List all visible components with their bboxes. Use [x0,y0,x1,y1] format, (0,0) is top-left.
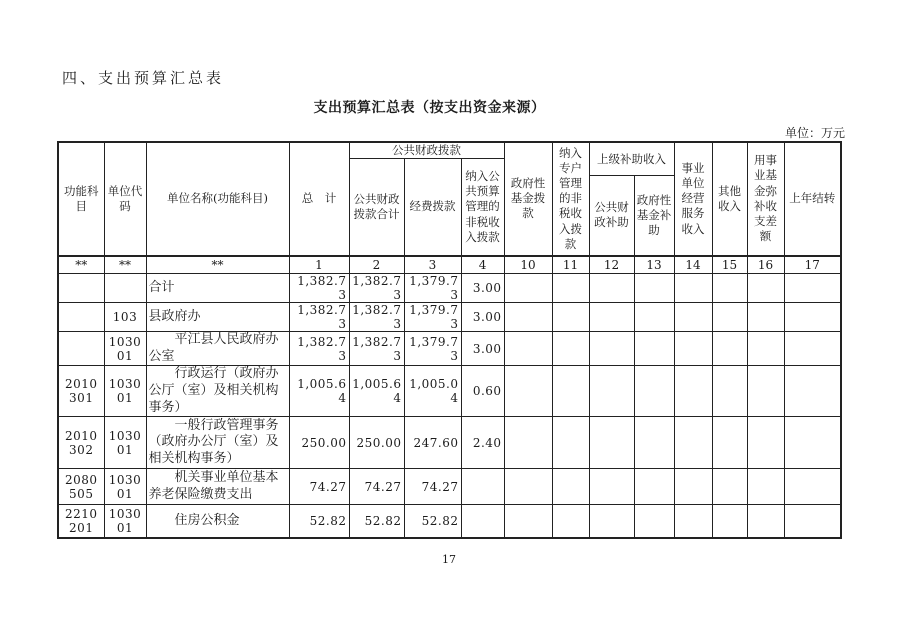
value-cell [504,303,552,332]
value-cell [784,417,841,469]
table-row [58,469,841,505]
value-cell [674,505,712,538]
col-header-unit-code: 单位代码 [104,142,146,256]
value-cell [784,469,841,505]
col-header-carryover: 上年结转 [784,142,841,256]
column-number-cell: ** [58,256,104,274]
unit-name-cell: 平江县人民政府办公室 [146,332,289,366]
column-number-cell: 11 [552,256,589,274]
col-header-nontax: 纳入公共预算管理的非税收入拨款 [461,159,504,256]
column-number-cell: ** [146,256,289,274]
value-cell [589,469,634,505]
column-number-row [58,256,841,274]
func-code-cell: 2080505 [58,469,104,505]
value-cell [552,505,589,538]
value-cell: 1,382.73 [349,303,404,332]
value-cell [674,332,712,366]
value-cell: 3.00 [461,303,504,332]
value-cell [589,505,634,538]
table-row [58,505,841,538]
value-cell [747,366,784,417]
unit-code-cell: 103001 [104,332,146,366]
value-cell [504,505,552,538]
value-cell [634,332,674,366]
unit-code-cell: 103 [104,303,146,332]
value-cell [552,303,589,332]
value-cell [674,417,712,469]
value-cell: 1,379.73 [404,332,461,366]
unit-name-cell: 行政运行（政府办公厅（室）及相关机构事务） [146,366,289,417]
table-body [58,256,841,538]
col-header-gov-fund: 政府性基金拨款 [504,142,552,256]
value-cell [712,505,747,538]
col-header-fee: 经费拨款 [404,159,461,256]
table-row [58,303,841,332]
value-cell [674,366,712,417]
value-cell: 247.60 [404,417,461,469]
column-number-cell: 3 [404,256,461,274]
col-header-total: 总 计 [289,142,349,256]
value-cell: 1,382.73 [349,332,404,366]
value-cell [674,274,712,303]
value-cell [552,332,589,366]
value-cell [461,469,504,505]
value-cell: 1,005.64 [349,366,404,417]
column-number-cell: 16 [747,256,784,274]
page-number: 17 [442,553,456,566]
value-cell [747,303,784,332]
col-header-unit-name: 单位名称(功能科目) [146,142,289,256]
table-row [58,274,841,303]
value-cell [712,469,747,505]
section-heading: 四、支出预算汇总表 [62,69,225,87]
unit-name-cell: 合计 [146,274,289,303]
value-cell [552,366,589,417]
value-cell: 74.27 [349,469,404,505]
column-number-cell: 14 [674,256,712,274]
value-cell: 1,005.64 [289,366,349,417]
value-cell [504,332,552,366]
unit-code-cell: 103001 [104,417,146,469]
value-cell [712,417,747,469]
value-cell [589,303,634,332]
value-cell [674,469,712,505]
unit-code-cell [104,274,146,303]
value-cell [634,366,674,417]
value-cell: 74.27 [404,469,461,505]
value-cell [747,417,784,469]
value-cell [784,303,841,332]
col-header-public-total: 公共财政拨款合计 [349,159,404,256]
value-cell [784,366,841,417]
budget-table [57,141,842,539]
column-number-cell: 2 [349,256,404,274]
value-cell [589,274,634,303]
column-number-cell: 4 [461,256,504,274]
unit-name-cell: 一般行政管理事务（政府办公厅（室）及相关机构事务） [146,417,289,469]
func-code-cell [58,303,104,332]
col-header-func-code: 功能科目 [58,142,104,256]
value-cell: 52.82 [349,505,404,538]
unit-name-cell: 住房公积金 [146,505,289,538]
value-cell: 74.27 [289,469,349,505]
value-cell: 1,005.04 [404,366,461,417]
unit-code-cell: 103001 [104,366,146,417]
value-cell [712,332,747,366]
value-cell [504,469,552,505]
value-cell [589,332,634,366]
value-cell [552,274,589,303]
value-cell [747,332,784,366]
col-header-other-income: 其他收入 [712,142,747,256]
table-row [58,417,841,469]
col-header-special-nontax: 纳入专户管理的非税收入拨款 [552,142,589,256]
header-row-1 [58,142,841,159]
value-cell [504,417,552,469]
value-cell [784,332,841,366]
func-code-cell: 2210201 [58,505,104,538]
page-title: 支出预算汇总表（按支出资金来源） [313,100,546,116]
value-cell [634,505,674,538]
column-number-cell: ** [104,256,146,274]
func-code-cell [58,274,104,303]
value-cell [712,366,747,417]
col-header-fund-subsidy: 政府性基金补助 [634,176,674,256]
value-cell: 52.82 [289,505,349,538]
value-cell [504,366,552,417]
value-cell [712,274,747,303]
column-number-cell: 17 [784,256,841,274]
value-cell [634,469,674,505]
value-cell [747,274,784,303]
value-cell [747,469,784,505]
value-cell [589,417,634,469]
unit-name-cell: 县政府办 [146,303,289,332]
value-cell [634,274,674,303]
value-cell: 1,379.73 [404,274,461,303]
value-cell: 3.00 [461,332,504,366]
column-number-cell: 15 [712,256,747,274]
table-row [58,332,841,366]
value-cell: 0.60 [461,366,504,417]
value-cell: 1,382.73 [349,274,404,303]
value-cell [747,505,784,538]
value-cell: 52.82 [404,505,461,538]
value-cell: 1,382.73 [289,303,349,332]
func-code-cell [58,332,104,366]
column-number-cell: 13 [634,256,674,274]
unit-name-cell: 机关事业单位基本养老保险缴费支出 [146,469,289,505]
func-code-cell: 2010302 [58,417,104,469]
unit-note: 单位：万元 [784,126,845,140]
value-cell [674,303,712,332]
value-cell: 250.00 [289,417,349,469]
column-number-cell: 1 [289,256,349,274]
value-cell: 1,382.73 [289,274,349,303]
column-number-cell: 10 [504,256,552,274]
value-cell [504,274,552,303]
value-cell: 2.40 [461,417,504,469]
value-cell [784,505,841,538]
col-header-biz-income: 事业单位经营服务收入 [674,142,712,256]
value-cell [552,469,589,505]
value-cell [634,303,674,332]
value-cell [712,303,747,332]
func-code-cell: 2010301 [58,366,104,417]
col-header-public-subsidy: 公共财政补助 [589,176,634,256]
value-cell: 3.00 [461,274,504,303]
col-header-fund-balance: 用事业基金弥补收支差额 [747,142,784,256]
value-cell [589,366,634,417]
column-number-cell: 12 [589,256,634,274]
table-row [58,366,841,417]
value-cell: 250.00 [349,417,404,469]
value-cell [552,417,589,469]
value-cell: 1,379.73 [404,303,461,332]
col-group-public-finance: 公共财政拨款 [349,142,504,159]
unit-code-cell: 103001 [104,505,146,538]
table-header [58,142,841,256]
value-cell [461,505,504,538]
unit-code-cell: 103001 [104,469,146,505]
col-group-upper-subsidy: 上级补助收入 [589,142,674,176]
value-cell: 1,382.73 [289,332,349,366]
value-cell [784,274,841,303]
value-cell [634,417,674,469]
